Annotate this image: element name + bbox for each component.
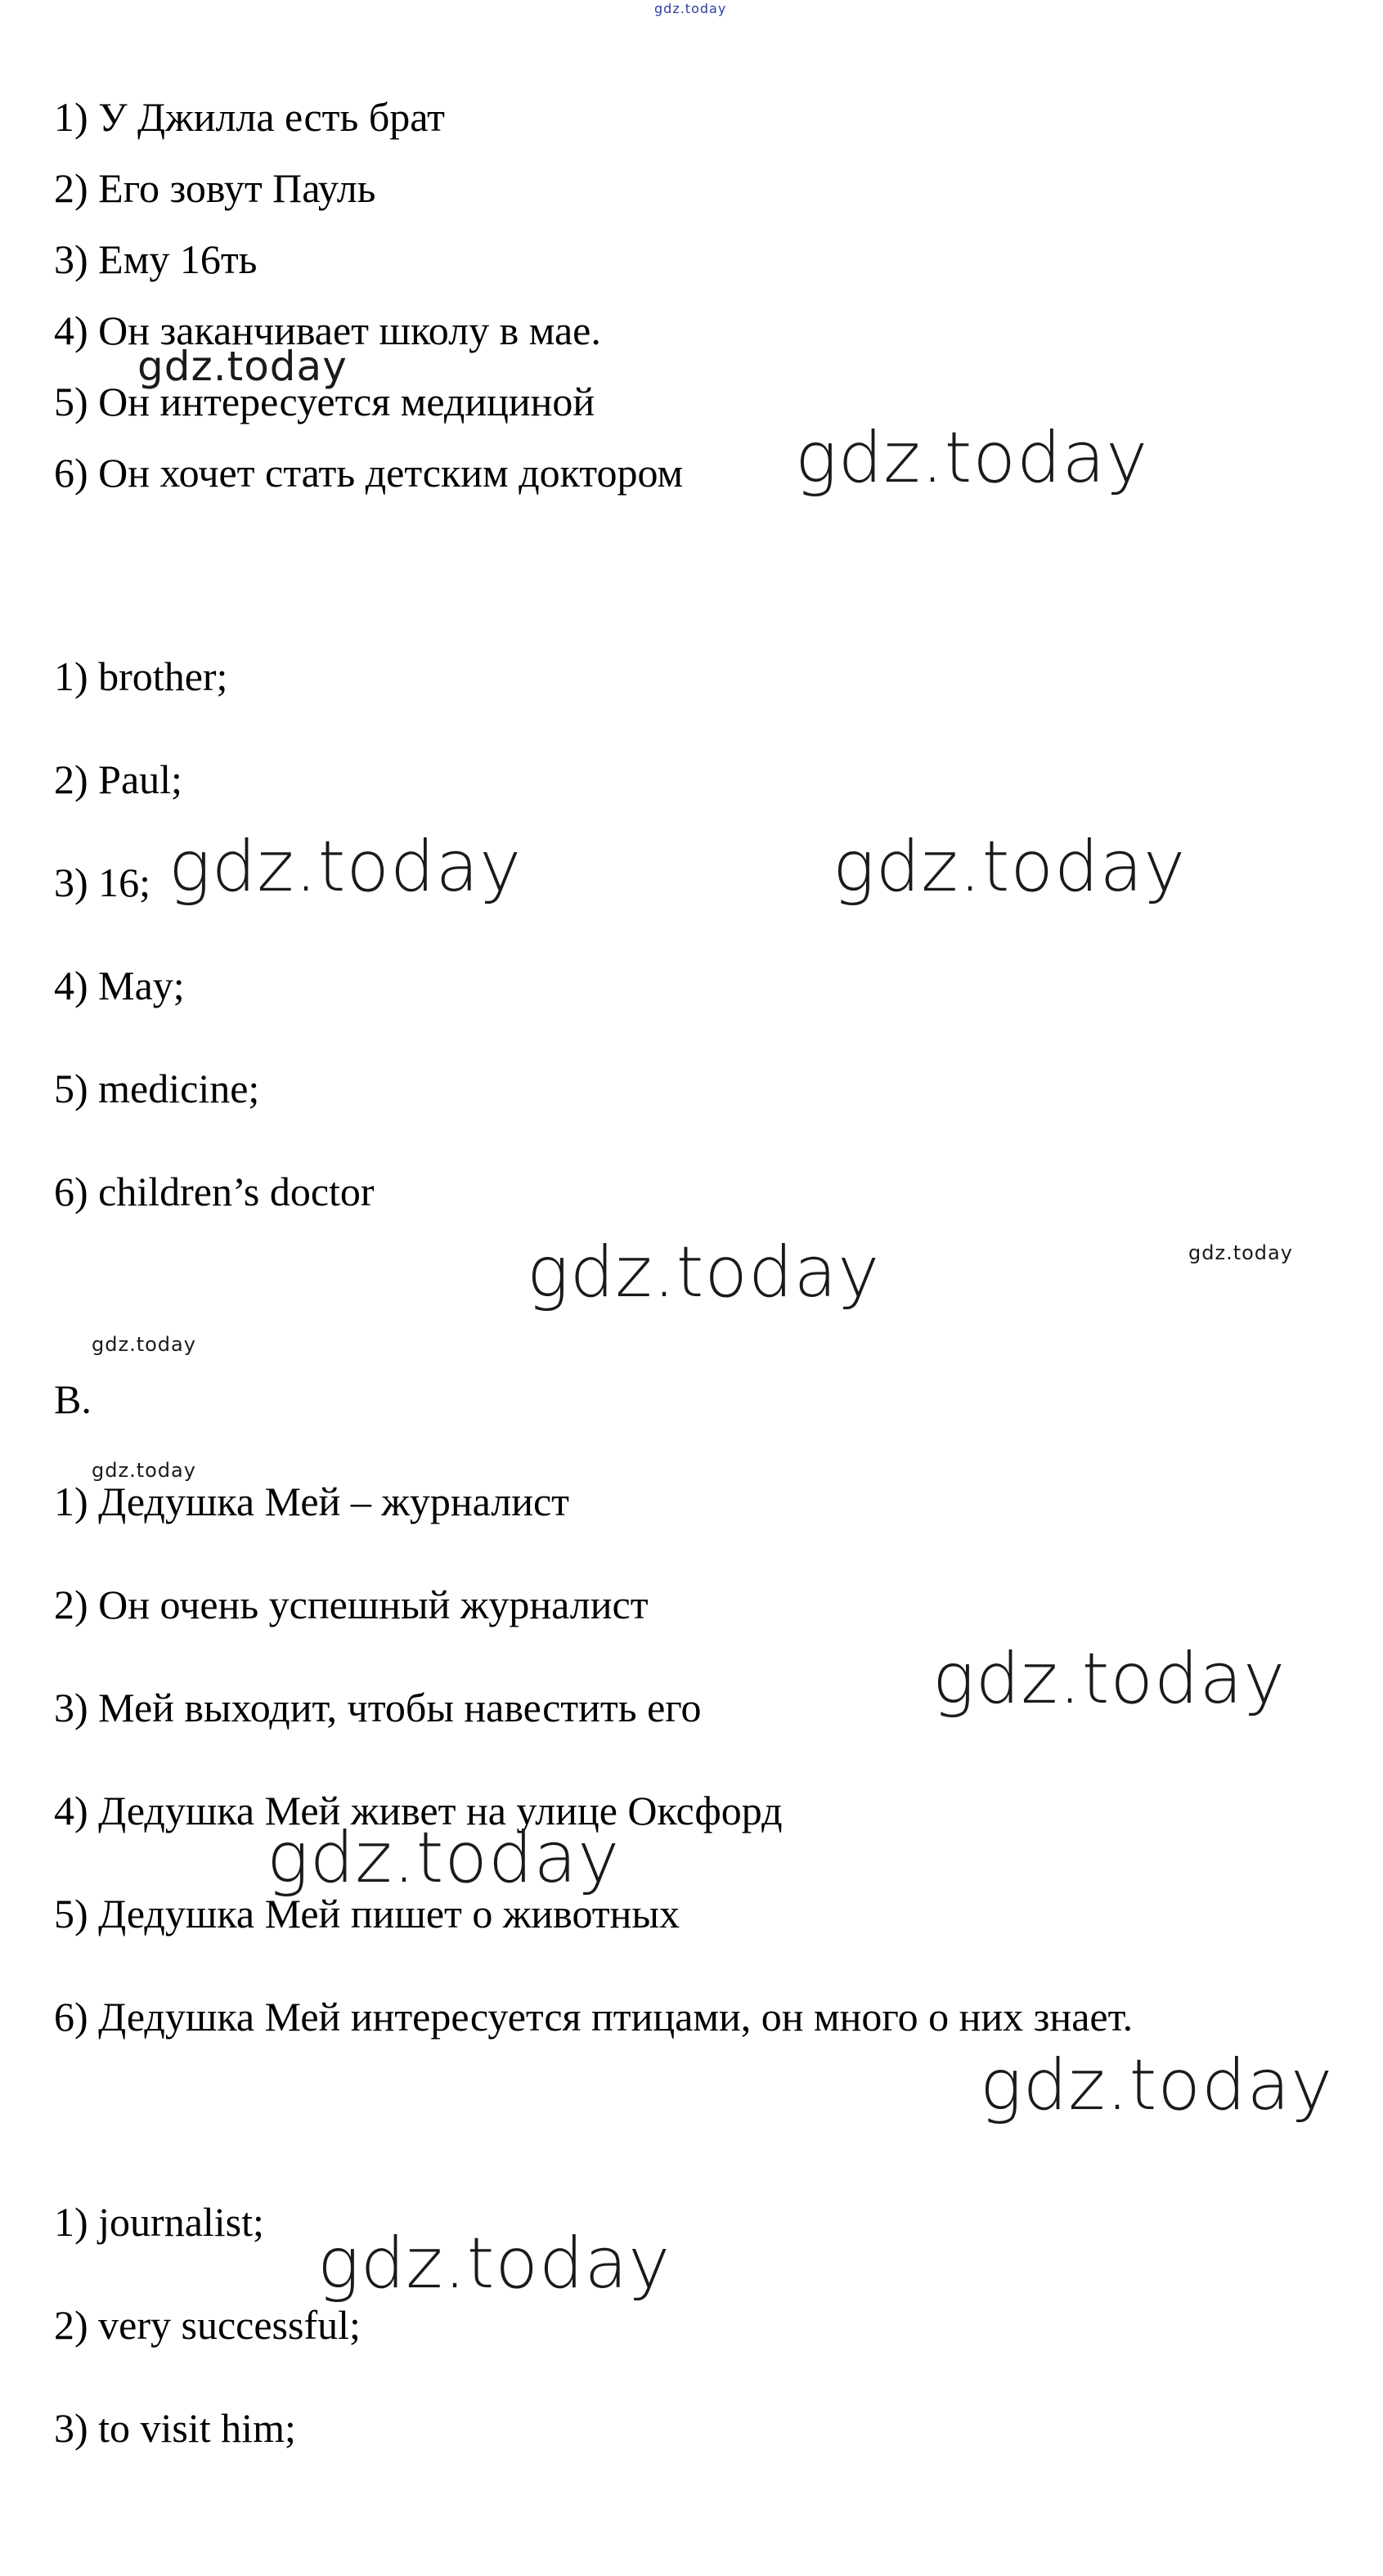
watermark: gdz.today xyxy=(168,826,523,908)
watermark: gdz.today xyxy=(654,1,727,16)
part-b-russian-line-6: 6) Дедушка Мей интересуется птицами, он много о них знает. xyxy=(54,1994,1134,2040)
part-a-answer-1: 1) brother; xyxy=(54,653,228,699)
watermark: gdz.today xyxy=(137,343,348,390)
part-a-answer-3: 3) 16; xyxy=(54,859,151,905)
watermark: gdz.today xyxy=(980,2044,1334,2126)
watermark: gdz.today xyxy=(932,1638,1286,1720)
watermark: gdz.today xyxy=(1188,1241,1293,1264)
part-b-russian-line-5: 5) Дедушка Мей пишет о животных xyxy=(54,1891,680,1936)
watermark: gdz.today xyxy=(92,1333,196,1356)
part-a-russian-line-6: 6) Он хочет стать детским доктором xyxy=(54,450,684,496)
watermark: gdz.today xyxy=(795,417,1149,499)
watermark: gdz.today xyxy=(267,1817,621,1899)
part-a-answer-2: 2) Paul; xyxy=(54,756,182,802)
part-b-answer-3: 3) to visit him; xyxy=(54,2405,296,2451)
part-a-russian-line-3: 3) Ему 16ть xyxy=(54,236,258,282)
part-b-answer-1: 1) journalist; xyxy=(54,2199,264,2245)
watermark: gdz.today xyxy=(833,826,1187,908)
part-a-answer-4: 4) May; xyxy=(54,963,185,1008)
part-b-russian-line-2: 2) Он очень успешный журналист xyxy=(54,1582,649,1627)
part-a-russian-line-2: 2) Его зовут Пауль xyxy=(54,165,376,211)
part-b-russian-line-3: 3) Мей выходит, чтобы навестить его xyxy=(54,1685,702,1730)
part-a-russian-line-5: 5) Он интересуется медициной xyxy=(54,379,595,424)
watermark: gdz.today xyxy=(317,2223,671,2304)
part-b-russian-line-4: 4) Дедушка Мей живет на улице Оксфорд xyxy=(54,1788,783,1833)
part-a-russian-line-4: 4) Он заканчивает школу в мае. xyxy=(54,307,601,353)
part-a-russian-line-1: 1) У Джилла есть брат xyxy=(54,94,446,140)
part-b-heading: B. xyxy=(54,1376,92,1422)
watermark: gdz.today xyxy=(527,1232,881,1313)
part-b-russian-line-1: 1) Дедушка Мей – журналист xyxy=(54,1479,570,1524)
watermark: gdz.today xyxy=(92,1459,196,1482)
part-a-answer-6: 6) children’s doctor xyxy=(54,1169,375,1214)
part-a-answer-5: 5) medicine; xyxy=(54,1066,260,1111)
part-b-answer-2: 2) very successful; xyxy=(54,2302,361,2348)
